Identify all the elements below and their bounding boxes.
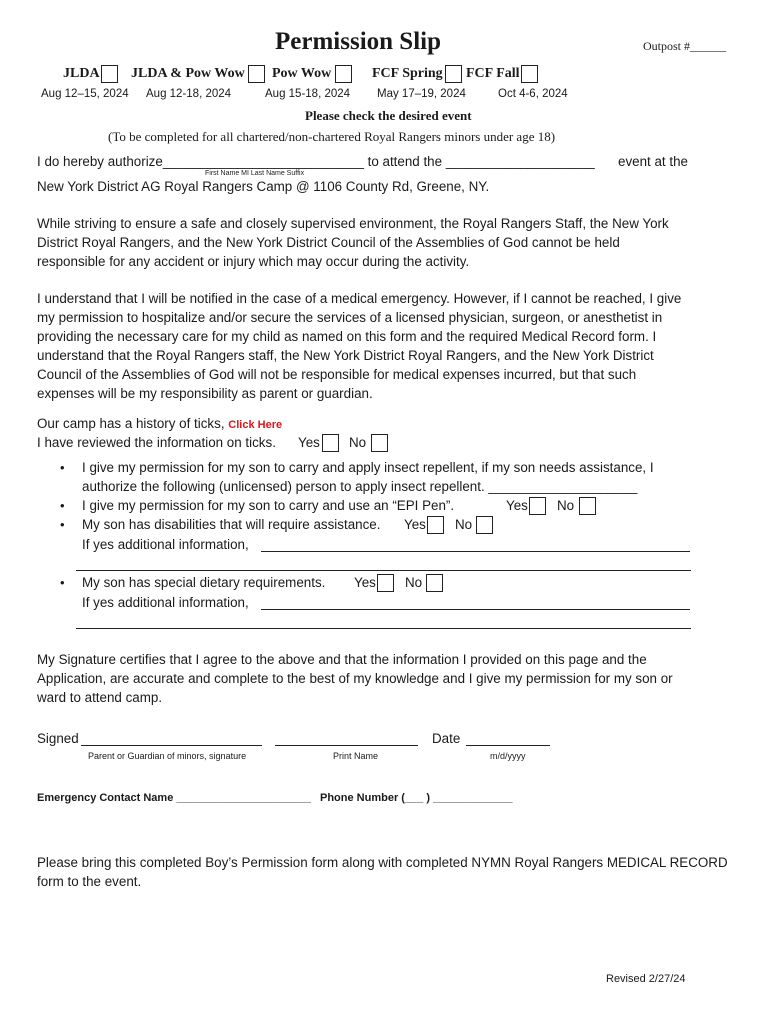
name-format-hint: First Name MI Last Name Suffix — [205, 170, 305, 177]
authorize-text-1: I do hereby authorize — [37, 154, 163, 169]
camp-location: New York District AG Royal Rangers Camp @ 1106 County Rd, Greene, NY. — [37, 179, 490, 194]
certify-line: ward to attend camp. — [37, 690, 163, 705]
event-label-jlda-pow-wow: JLDA & Pow Wow — [131, 66, 245, 81]
liability-paragraph-line: responsible for any accident or injury which may occur during the activity. — [37, 254, 470, 269]
ticks-history-text: Our camp has a history of ticks, — [37, 416, 225, 431]
bullet-icon: • — [60, 517, 65, 532]
repellent-authorized-person-field[interactable]: authorize the following (unlicensed) person to apply insect repellent. ____________________ — [82, 479, 638, 494]
medical-paragraph-line: expenses will be my responsibility as parent or guardian. — [37, 386, 373, 401]
event-label-pow-wow: Pow Wow — [272, 66, 332, 81]
event-date-jlda-pow-wow: Aug 12-18, 2024 — [146, 88, 232, 100]
disabilities-additional-label: If yes additional information, — [82, 537, 249, 552]
date-format-caption: m/d/yyyy — [490, 751, 526, 761]
medical-paragraph-line: Council of the Assemblies of God will not be responsible for medical expenses incurred, but that such — [37, 367, 637, 382]
emergency-contact-name-field[interactable]: Emergency Contact Name ______________________ — [37, 792, 311, 804]
date-label: Date — [432, 731, 461, 746]
dietary-info-field-2[interactable] — [76, 628, 691, 629]
dietary-no-checkbox[interactable] — [426, 574, 443, 592]
disabilities-yes-checkbox[interactable] — [427, 516, 444, 534]
guardian-signature-caption: Parent or Guardian of minors, signature — [88, 751, 247, 761]
event-date-fcf-spring: May 17–19, 2024 — [377, 88, 466, 100]
event-checkbox-jlda[interactable] — [101, 65, 118, 83]
epipen-yes-checkbox[interactable] — [529, 497, 546, 515]
event-label-fcf-fall: FCF Fall — [466, 66, 520, 81]
epipen-text: I give my permission for my son to carry and use an “EPI Pen”. — [82, 498, 455, 513]
check-event-instruction: Please check the desired event — [305, 108, 472, 123]
revised-date: Revised 2/27/24 — [606, 973, 686, 985]
event-name-field[interactable]: ____________________ — [445, 154, 595, 169]
medical-paragraph-line: my permission to hospitalize and/or secure the services of a licensed physician, surgeon, or anesthetist in — [37, 310, 663, 325]
bullet-icon: • — [60, 575, 65, 590]
medical-paragraph-line: understand that the Royal Rangers staff, the New York District Royal Rangers, and the New York District — [37, 348, 654, 363]
dietary-info-field[interactable] — [261, 609, 690, 610]
epipen-yes-label: Yes — [506, 498, 528, 513]
certify-line: Application, are accurate and complete to the best of my knowledge and I give my permission for my son or — [37, 671, 673, 686]
event-label-jlda: JLDA — [63, 66, 100, 81]
scope-note: (To be completed for all chartered/non-chartered Royal Rangers minors under age 18) — [108, 129, 556, 144]
ticks-no-checkbox[interactable] — [371, 434, 388, 452]
epipen-no-label: No — [557, 498, 575, 513]
dietary-yes-label: Yes — [354, 575, 376, 590]
disabilities-yes-label: Yes — [404, 517, 426, 532]
signed-label: Signed — [37, 731, 79, 746]
dietary-yes-checkbox[interactable] — [377, 574, 394, 592]
child-name-field[interactable]: ___________________________ — [162, 154, 364, 169]
closing-line: form to the event. — [37, 874, 142, 889]
liability-paragraph-line: District Royal Rangers, and the New York District Council of the Assemblies of God cannot be held — [37, 235, 620, 250]
print-name-caption: Print Name — [333, 751, 379, 761]
bullet-icon: • — [60, 498, 65, 513]
event-date-jlda: Aug 12–15, 2024 — [41, 88, 129, 100]
repellent-text-line-1: I give my permission for my son to carry and apply insect repellent, if my son needs assistance, I — [82, 460, 654, 475]
emergency-phone-field[interactable]: Phone Number (___ ) _____________ — [320, 792, 513, 804]
disabilities-no-label: No — [455, 517, 473, 532]
ticks-no-label: No — [349, 435, 367, 450]
date-field[interactable] — [466, 745, 550, 746]
guardian-signature-field[interactable] — [81, 745, 262, 746]
liability-paragraph-line: While striving to ensure a safe and closely supervised environment, the Royal Rangers Staff, the New York — [37, 216, 669, 231]
authorize-line — [37, 153, 595, 172]
disabilities-text: My son has disabilities that will require assistance. — [82, 517, 381, 532]
event-checkbox-pow-wow[interactable] — [335, 65, 352, 83]
disabilities-info-field-2[interactable] — [76, 570, 691, 571]
disabilities-info-field[interactable] — [261, 551, 690, 552]
dietary-no-label: No — [405, 575, 423, 590]
closing-line: Please bring this completed Boy’s Permission form along with completed NYMN Royal Rangers MEDICAL RECORD — [37, 855, 728, 870]
medical-paragraph-line: providing the necessary care for my child as named on this form and the required Medical Record form. I — [37, 329, 657, 344]
bullet-icon: • — [60, 460, 65, 475]
ticks-reviewed-text: I have reviewed the information on ticks. — [37, 435, 276, 450]
event-checkbox-fcf-fall[interactable] — [521, 65, 538, 83]
authorize-text-3: event at the — [618, 154, 688, 169]
dietary-text: My son has special dietary requirements. — [82, 575, 326, 590]
event-checkbox-jlda-pow-wow[interactable] — [248, 65, 265, 83]
medical-paragraph-line: I understand that I will be notified in the case of a medical emergency. However, if I cannot be reached, I give — [37, 291, 682, 306]
authorize-text-2: to attend the — [367, 154, 443, 169]
dietary-additional-label: If yes additional information, — [82, 595, 249, 610]
epipen-no-checkbox[interactable] — [579, 497, 596, 515]
ticks-yes-checkbox[interactable] — [322, 434, 339, 452]
certify-line: My Signature certifies that I agree to the above and that the information I provided on this page and the — [37, 652, 647, 667]
event-checkbox-fcf-spring[interactable] — [445, 65, 462, 83]
disabilities-no-checkbox[interactable] — [476, 516, 493, 534]
event-date-fcf-fall: Oct 4-6, 2024 — [498, 88, 568, 100]
print-name-field[interactable] — [275, 745, 418, 746]
page-title: Permission Slip — [275, 28, 441, 55]
ticks-yes-label: Yes — [298, 435, 320, 450]
outpost-number-field[interactable]: Outpost #______ — [643, 39, 727, 53]
ticks-history-line — [37, 415, 282, 435]
event-date-pow-wow: Aug 15-18, 2024 — [265, 88, 351, 100]
ticks-info-link[interactable]: Click Here — [228, 419, 283, 431]
event-label-fcf-spring: FCF Spring — [372, 66, 443, 81]
